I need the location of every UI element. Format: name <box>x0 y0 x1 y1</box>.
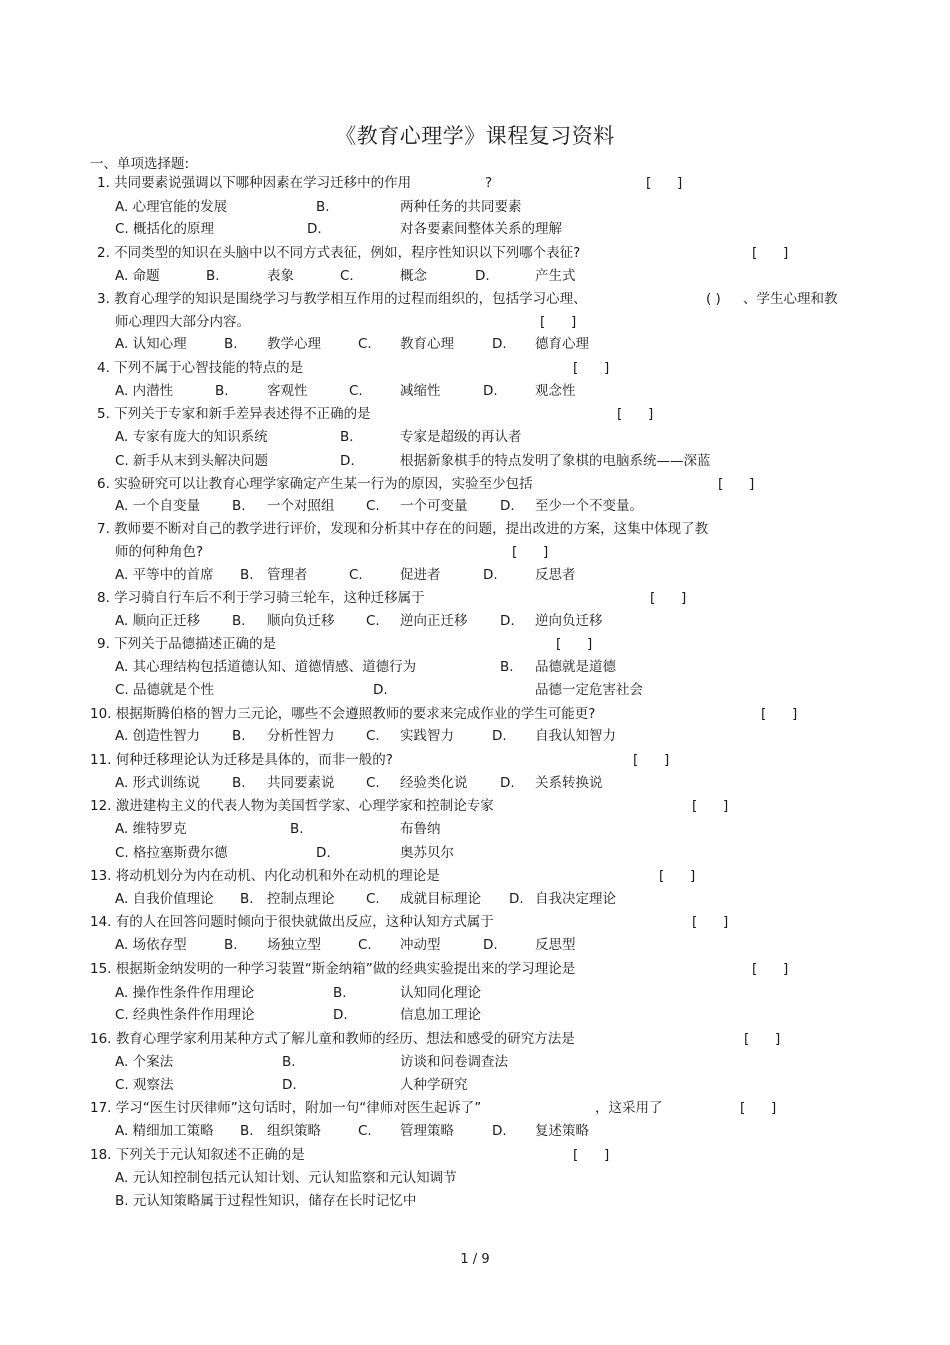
question-10-stem: 10. 根据斯腾伯格的智力三元论，哪些不会遵照教师的要求来完成作业的学生可能更? <box>90 706 596 722</box>
q7-option-c-label: C. <box>349 567 363 583</box>
q16-option-a: A. 个案法 <box>115 1054 174 1070</box>
question-2-stem: 2. 不同类型的知识在头脑中以不同方式表征，例如，程序性知识以下列哪个表征? <box>97 245 581 261</box>
question-7-bracket: [ ] <box>512 544 549 560</box>
q6-option-c: 一个可变量 <box>400 498 468 514</box>
question-14-bracket: [ ] <box>692 914 729 930</box>
q11-option-c-label: C. <box>366 775 380 791</box>
q9-option-b-label: B. <box>500 659 514 675</box>
question-11-bracket: [ ] <box>633 752 670 768</box>
q1-option-b-label: B. <box>316 199 330 215</box>
q1-option-a: A. 心理官能的发展 <box>115 199 228 215</box>
q4-option-d: 观念性 <box>535 383 576 399</box>
q7-option-a: A. 平等中的首席 <box>115 567 214 583</box>
q2-option-b-label: B. <box>206 268 220 284</box>
q1-option-b: 两种任务的共同要素 <box>400 199 522 215</box>
q11-option-d: 关系转换说 <box>535 775 603 791</box>
question-13-bracket: [ ] <box>659 868 696 884</box>
document-title: 《教育心理学》课程复习资料 <box>335 124 615 148</box>
question-4-bracket: [ ] <box>573 360 610 376</box>
q13-option-d-label: D. <box>509 891 524 907</box>
q5-option-b: 专家是超级的再认者 <box>400 429 522 445</box>
q10-option-a: A. 创造性智力 <box>115 728 201 744</box>
q9-option-c: C. 品德就是个性 <box>115 682 215 698</box>
q10-option-d: 自我认知智力 <box>535 728 616 744</box>
question-1-bracket: [ ] <box>646 175 683 191</box>
q14-option-a: A. 场依存型 <box>115 937 187 953</box>
q6-option-d-label: D. <box>500 498 515 514</box>
q8-option-d-label: D. <box>500 613 515 629</box>
q16-option-d-label: D. <box>282 1077 297 1093</box>
q4-option-a: A. 内潜性 <box>115 383 174 399</box>
question-10-bracket: [ ] <box>761 706 798 722</box>
q13-option-a: A. 自我价值理论 <box>115 891 214 907</box>
question-6-stem: 6. 实验研究可以让教育心理学家确定产生某一行为的原因，实验至少包括 <box>97 476 533 492</box>
q7-option-d-label: D. <box>483 567 498 583</box>
q8-option-b-label: B. <box>232 613 246 629</box>
q9-option-d: 品德一定危害社会 <box>535 682 643 698</box>
q1-option-d-label: D. <box>307 221 322 237</box>
q1-option-d: 对各要素间整体关系的理解 <box>400 221 562 237</box>
q6-option-b-label: B. <box>232 498 246 514</box>
question-3-stem: 3. 教育心理学的知识是围绕学习与教学相互作用的过程而组织的，包括学习心理、 <box>97 291 587 307</box>
q3-option-b: 教学心理 <box>267 336 321 352</box>
q6-option-b: 一个对照组 <box>267 498 335 514</box>
q9-option-b: 品德就是道德 <box>535 659 616 675</box>
q18-option-b: B. 元认知策略属于过程性知识，储存在长时记忆中 <box>115 1193 417 1209</box>
q6-option-a: A. 一个自变量 <box>115 498 201 514</box>
q15-option-c: C. 经典性条件作用理论 <box>115 1007 255 1023</box>
question-7-stem-line2: 师的何种角色? <box>115 544 204 560</box>
question-5-bracket: [ ] <box>617 406 654 422</box>
q13-option-b-label: B. <box>240 891 254 907</box>
question-2-bracket: [ ] <box>752 245 789 261</box>
q4-option-b: 客观性 <box>267 383 308 399</box>
q5-option-a: A. 专家有庞大的知识系统 <box>115 429 268 445</box>
q12-option-b: 布鲁纳 <box>400 821 441 837</box>
q14-option-b-label: B. <box>224 937 238 953</box>
q16-option-c: C. 观察法 <box>115 1077 174 1093</box>
q10-option-d-label: D. <box>492 728 507 744</box>
q14-option-c: 冲动型 <box>400 937 441 953</box>
question-5-stem: 5. 下列关于专家和新手差异表述得不正确的是 <box>97 406 371 422</box>
q4-option-c-label: C. <box>349 383 363 399</box>
question-3-bracket: [ ] <box>540 314 577 330</box>
question-12-stem: 12. 激进建构主义的代表人物为美国哲学家、心理学家和控制论专家 <box>90 798 494 814</box>
q15-option-a: A. 操作性条件作用理论 <box>115 985 255 1001</box>
q11-option-a: A. 形式训练说 <box>115 775 201 791</box>
question-3-stem-line2: 师心理四大部分内容。 <box>115 314 250 330</box>
question-6-bracket: [ ] <box>718 476 755 492</box>
q11-option-d-label: D. <box>500 775 515 791</box>
q8-option-a: A. 顺向正迁移 <box>115 613 201 629</box>
question-17-stem: 17. 学习“医生讨厌律师”这句话时，附加一句“律师对医生起诉了” <box>90 1100 482 1116</box>
q17-option-b: 组织策略 <box>267 1123 321 1139</box>
q8-option-b: 顺向负迁移 <box>267 613 335 629</box>
q8-option-c: 逆向正迁移 <box>400 613 468 629</box>
q11-option-c: 经验类化说 <box>400 775 468 791</box>
q17-option-c: 管理策略 <box>400 1123 454 1139</box>
q5-option-d: 根据新象棋手的特点发明了象棋的电脑系统——深蓝 <box>400 453 711 469</box>
question-11-stem: 11. 何种迁移理论认为迁移是具体的，而非一般的? <box>90 752 393 768</box>
question-9-stem: 9. 下列关于品德描述正确的是 <box>97 636 277 652</box>
q17-option-d: 复述策略 <box>535 1123 589 1139</box>
q12-option-d: 奥苏贝尔 <box>400 845 454 861</box>
question-4-stem: 4. 下列不属于心智技能的特点的是 <box>97 360 304 376</box>
question-14-stem: 14. 有的人在回答问题时倾向于很快就做出反应，这种认知方式属于 <box>90 914 494 930</box>
q16-option-d: 人种学研究 <box>400 1077 468 1093</box>
q10-option-c: 实践智力 <box>400 728 454 744</box>
q12-option-a: A. 维特罗克 <box>115 821 187 837</box>
q12-option-c: C. 格拉塞斯费尔德 <box>115 845 228 861</box>
q3-option-d-label: D. <box>492 336 507 352</box>
question-18-stem: 18. 下列关于元认知叙述不正确的是 <box>90 1147 305 1163</box>
q5-option-b-label: B. <box>340 429 354 445</box>
q8-option-d: 逆向负迁移 <box>535 613 603 629</box>
question-3-stem-cont: 、学生心理和教 <box>743 291 838 307</box>
q15-option-b-label: B. <box>333 985 347 1001</box>
q18-option-a: A. 元认知控制包括元认知计划、元认知监察和元认知调节 <box>115 1170 457 1186</box>
question-18-bracket: [ ] <box>573 1147 610 1163</box>
q1-option-c: C. 概括化的原理 <box>115 221 215 237</box>
q3-option-c-label: C. <box>358 336 372 352</box>
q13-option-b: 控制点理论 <box>267 891 335 907</box>
q14-option-d: 反思型 <box>535 937 576 953</box>
q14-option-b: 场独立型 <box>267 937 321 953</box>
question-9-bracket: [ ] <box>556 636 593 652</box>
q10-option-b: 分析性智力 <box>267 728 335 744</box>
q2-option-c: 概念 <box>400 268 427 284</box>
q17-option-c-label: C. <box>358 1123 372 1139</box>
q17-option-a: A. 精细加工策略 <box>115 1123 214 1139</box>
q7-option-c: 促进者 <box>400 567 441 583</box>
question-16-bracket: [ ] <box>744 1031 781 1047</box>
question-15-stem: 15. 根据斯金纳发明的一种学习装置“斯金纳箱”做的经典实验提出来的学习理论是 <box>90 961 576 977</box>
question-17-stem-cont: ，这采用了 <box>595 1100 663 1116</box>
question-7-stem: 7. 教师要不断对自己的教学进行评价，发现和分析其中存在的问题，提出改进的方案，这集中体现了教 <box>97 521 709 537</box>
section-heading: 一、单项选择题: <box>90 156 190 172</box>
q6-option-c-label: C. <box>366 498 380 514</box>
q6-option-d: 至少一个不变量。 <box>535 498 643 514</box>
q8-option-c-label: C. <box>366 613 380 629</box>
q14-option-d-label: D. <box>483 937 498 953</box>
q2-option-a: A. 命题 <box>115 268 160 284</box>
question-15-bracket: [ ] <box>752 961 789 977</box>
q3-option-d: 德育心理 <box>535 336 589 352</box>
q11-option-b: 共同要素说 <box>267 775 335 791</box>
q16-option-b: 访谈和问卷调查法 <box>400 1054 508 1070</box>
q13-option-c-label: C. <box>366 891 380 907</box>
q7-option-d: 反思者 <box>535 567 576 583</box>
q10-option-b-label: B. <box>232 728 246 744</box>
q9-option-a: A. 其心理结构包括道德认知、道德情感、道德行为 <box>115 659 417 675</box>
question-17-bracket: [ ] <box>740 1100 777 1116</box>
q12-option-b-label: B. <box>290 821 304 837</box>
q3-option-c: 教育心理 <box>400 336 454 352</box>
q14-option-c-label: C. <box>358 937 372 953</box>
q15-option-b: 认知同化理论 <box>400 985 481 1001</box>
q3-option-b-label: B. <box>224 336 238 352</box>
question-1-stem: 1. 共同要素说强调以下哪种因素在学习迁移中的作用 <box>97 175 412 191</box>
q13-option-d: 自我决定理论 <box>535 891 616 907</box>
question-1-stem-mark: ? <box>485 175 493 191</box>
q5-option-c: C. 新手从末到头解决问题 <box>115 453 269 469</box>
question-16-stem: 16. 教育心理学家利用某种方式了解儿童和教师的经历、想法和感受的研究方法是 <box>90 1031 575 1047</box>
q5-option-d-label: D. <box>340 453 355 469</box>
q2-option-b: 表象 <box>267 268 294 284</box>
q4-option-d-label: D. <box>483 383 498 399</box>
q2-option-d-label: D. <box>475 268 490 284</box>
q17-option-d-label: D. <box>492 1123 507 1139</box>
q11-option-b-label: B. <box>232 775 246 791</box>
q15-option-d-label: D. <box>333 1007 348 1023</box>
q7-option-b-label: B. <box>240 567 254 583</box>
question-12-bracket: [ ] <box>692 798 729 814</box>
q12-option-d-label: D. <box>316 845 331 861</box>
q15-option-d: 信息加工理论 <box>400 1007 481 1023</box>
q3-option-a: A. 认知心理 <box>115 336 187 352</box>
question-3-blank: ( ) <box>706 291 721 307</box>
q2-option-c-label: C. <box>340 268 354 284</box>
page-number: 1 / 9 <box>460 1252 490 1267</box>
q13-option-c: 成就目标理论 <box>400 891 481 907</box>
q9-option-d-label: D. <box>373 682 388 698</box>
q4-option-c: 减缩性 <box>400 383 441 399</box>
q2-option-d: 产生式 <box>535 268 576 284</box>
q16-option-b-label: B. <box>282 1054 296 1070</box>
q7-option-b: 管理者 <box>267 567 308 583</box>
q10-option-c-label: C. <box>366 728 380 744</box>
question-8-stem: 8. 学习骑自行车后不利于学习骑三轮车，这种迁移属于 <box>97 590 425 606</box>
question-13-stem: 13. 将动机划分为内在动机、内化动机和外在动机的理论是 <box>90 868 440 884</box>
q17-option-b-label: B. <box>240 1123 254 1139</box>
question-8-bracket: [ ] <box>650 590 687 606</box>
q4-option-b-label: B. <box>215 383 229 399</box>
